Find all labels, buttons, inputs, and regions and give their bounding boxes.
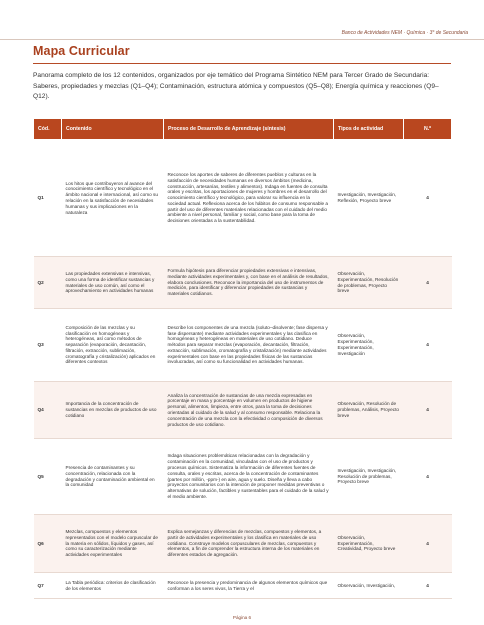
header-divider bbox=[0, 39, 484, 40]
row-process: Indaga situaciones problemáticas relacionadas con la degradación y contaminación en la comunidad, vinculadas con el uso de productos y procesos químicos. Sistematiza la información de diferentes fuentes de consulta, orales y escritas, acerca de la concentración de contaminantes (partes por millón, -ppm-) en aire, agua y suelo. Diseña y lleva a cabo proyectos comunitarios con la intención de proponer medidas preventivas o alternativas de solución, factibles y sustentables para el cuidado de la salud y el medio ambiente. bbox=[164, 439, 334, 515]
header-process: Proceso de Desarrollo de Aprendizaje (síntesis) bbox=[164, 119, 334, 140]
row-type: Observación, Experimentación, Resolución de problemas, Proyecto breve bbox=[334, 257, 404, 309]
row-code: Q4 bbox=[34, 382, 62, 439]
row-process: Analiza la concentración de sustancias de una mezcla expresadas en porcentaje en masa y porcentaje en volumen en productos de higiene personal, alimentos, limpieza, entre otros, para la toma de decisiones orientadas al cuidado de la salud y al consumo responsable. Relaciona la concentración de una mezcla con la efectividad o composición de diversos productos de uso cotidiano. bbox=[164, 382, 334, 439]
row-process: Explica semejanzas y diferencias de mezclas, compuestos y elementos, a partir de actividades experimentales y los clasifica en materiales de uso cotidiano. Construye modelos corpusculares de mezclas, compuestos y elementos, a fin de comprender la estructura interna de los materiales en diferentes estados de agregación. bbox=[164, 515, 334, 573]
header-note: Banco de Actividades NEM · Química · 3° de Secundaria bbox=[341, 30, 468, 36]
row-type: Investigación, Investigación, Resolución de problemas, Proyecto breve bbox=[334, 439, 404, 515]
row-type: Observación, Resolución de problemas, Análisis, Proyecto breve bbox=[334, 382, 404, 439]
table-row bbox=[34, 140, 452, 257]
table-row bbox=[34, 515, 452, 573]
row-num: 4 bbox=[404, 573, 452, 599]
table-row bbox=[34, 382, 452, 439]
row-content: Composición de las mezclas y su clasificación en homogéneas y heterogéneas, así como métodos de separación (evaporación, decantación, filtración, extracción, sublimación, cromatografía y cristalización) aplicados en diferentes contextos bbox=[62, 309, 164, 382]
header-content: Contenido bbox=[62, 119, 164, 140]
row-code: Q5 bbox=[34, 439, 62, 515]
title-divider bbox=[33, 63, 451, 64]
row-content: Los hitos que contribuyeron al avance del conocimiento científico y tecnológico en el ámbito nacional e internacional, así como su relación en la satisfacción de necesidades humanas y sus implicaciones en la naturaleza bbox=[62, 140, 164, 257]
row-content: La Tabla periódica: criterios de clasificación de los elementos bbox=[62, 573, 164, 599]
intro-paragraph: Panorama completo de los 12 contenidos, organizados por eje temático del Programa Sintético NEM para Tercer Grado de Secundaria: Saberes, propiedades y mezclas (Q1–Q4); Contaminación, estructura atómica y compuestos (Q5–Q8); Energía química y reacciones (Q9–Q12). bbox=[33, 72, 439, 101]
header-type: Tipos de actividad bbox=[334, 119, 404, 140]
row-content: Importancia de la concentración de sustancias en mezclas de productos de uso cotidiano bbox=[62, 382, 164, 439]
page-title: Mapa Curricular bbox=[33, 44, 130, 58]
row-type: Observación, Investigación, bbox=[334, 573, 404, 599]
row-code: Q1 bbox=[34, 140, 62, 257]
row-num: 4 bbox=[404, 309, 452, 382]
header-num: N.º bbox=[404, 119, 452, 140]
row-content: Las propiedades extensivas e intensivas, como una forma de identificar sustancias y materiales de uso común, así como el aprovechamiento en actividades humanas bbox=[62, 257, 164, 309]
table-row bbox=[34, 439, 452, 515]
header-code: Cód. bbox=[34, 119, 62, 140]
row-num: 4 bbox=[404, 515, 452, 573]
row-type: Investigación, Investigación, Reflexión, Proyecto breve bbox=[334, 140, 404, 257]
row-code: Q6 bbox=[34, 515, 62, 573]
row-content: Presencia de contaminantes y su concentración, relacionada con la degradación y contaminación ambiental en la comunidad bbox=[62, 439, 164, 515]
table-row bbox=[34, 573, 452, 599]
row-num: 4 bbox=[404, 382, 452, 439]
row-process: Reconoce los aportes de saberes de diferentes pueblos y culturas en la satisfacción de necesidades humanas en diversos ámbitos (medicina, construcción, artesanías, textiles y alimentos). Indaga en fuentes de consulta orales y escritas, los aportaciones de mujeres y hombres en el desarrollo del conocimiento científico y tecnológico, para valorar su influencia en la sociedad actual. Reflexiona acerca de los hábitos de consumo responsable a partir del uso de diferentes materiales relacionadas con el cuidado del medio ambiente a nivel personal, familiar y social, como base para la toma de decisiones orientadas a la sustentabilidad. bbox=[164, 140, 334, 257]
row-code: Q2 bbox=[34, 257, 62, 309]
row-num: 4 bbox=[404, 257, 452, 309]
table-header-row bbox=[34, 119, 452, 140]
row-process: Describe los componentes de una mezcla (soluto–disolvente; fase dispersa y fase dispersante) mediante actividades experimentales y las clasifica en homogéneas y heterogéneas en materiales de uso cotidiano. Deduce métodos para separar mezclas (evaporación, decantación, filtración, extracción, sublimación, cromatografía y cristalización) mediante actividades experimentales con base en las propiedades físicas de las sustancias involucradas, así como su funcionalidad en actividades humanas. bbox=[164, 309, 334, 382]
row-code: Q3 bbox=[34, 309, 62, 382]
row-content: Mezclas, compuestos y elementos representados con el modelo corpuscular de la materia en sólidos, líquidos y gases, así como su caracterización mediante actividades experimentales bbox=[62, 515, 164, 573]
row-process: Reconoce la presencia y predominancia de algunos elementos químicos que conforman a los seres vivos, la Tierra y el bbox=[164, 573, 334, 599]
row-code: Q7 bbox=[34, 573, 62, 599]
page-number: Página 6 bbox=[232, 615, 252, 620]
table-row bbox=[34, 309, 452, 382]
table-row bbox=[34, 257, 452, 309]
curriculum-table bbox=[33, 118, 452, 599]
row-type: Observación, Experimentación, Experimentación, Investigación bbox=[334, 309, 404, 382]
row-type: Observación, Experimentación, Creatividad, Proyecto breve bbox=[334, 515, 404, 573]
row-num: 4 bbox=[404, 140, 452, 257]
row-num: 4 bbox=[404, 439, 452, 515]
row-process: Formula hipótesis para diferenciar propiedades extensivas e intensivas, mediante actividades experimentales y, con base en el análisis de resultados, elabora conclusiones. Reconoce la importancia del uso de instrumentos de medición, para identificar y diferenciar propiedades de sustancias y materiales cotidianos. bbox=[164, 257, 334, 309]
